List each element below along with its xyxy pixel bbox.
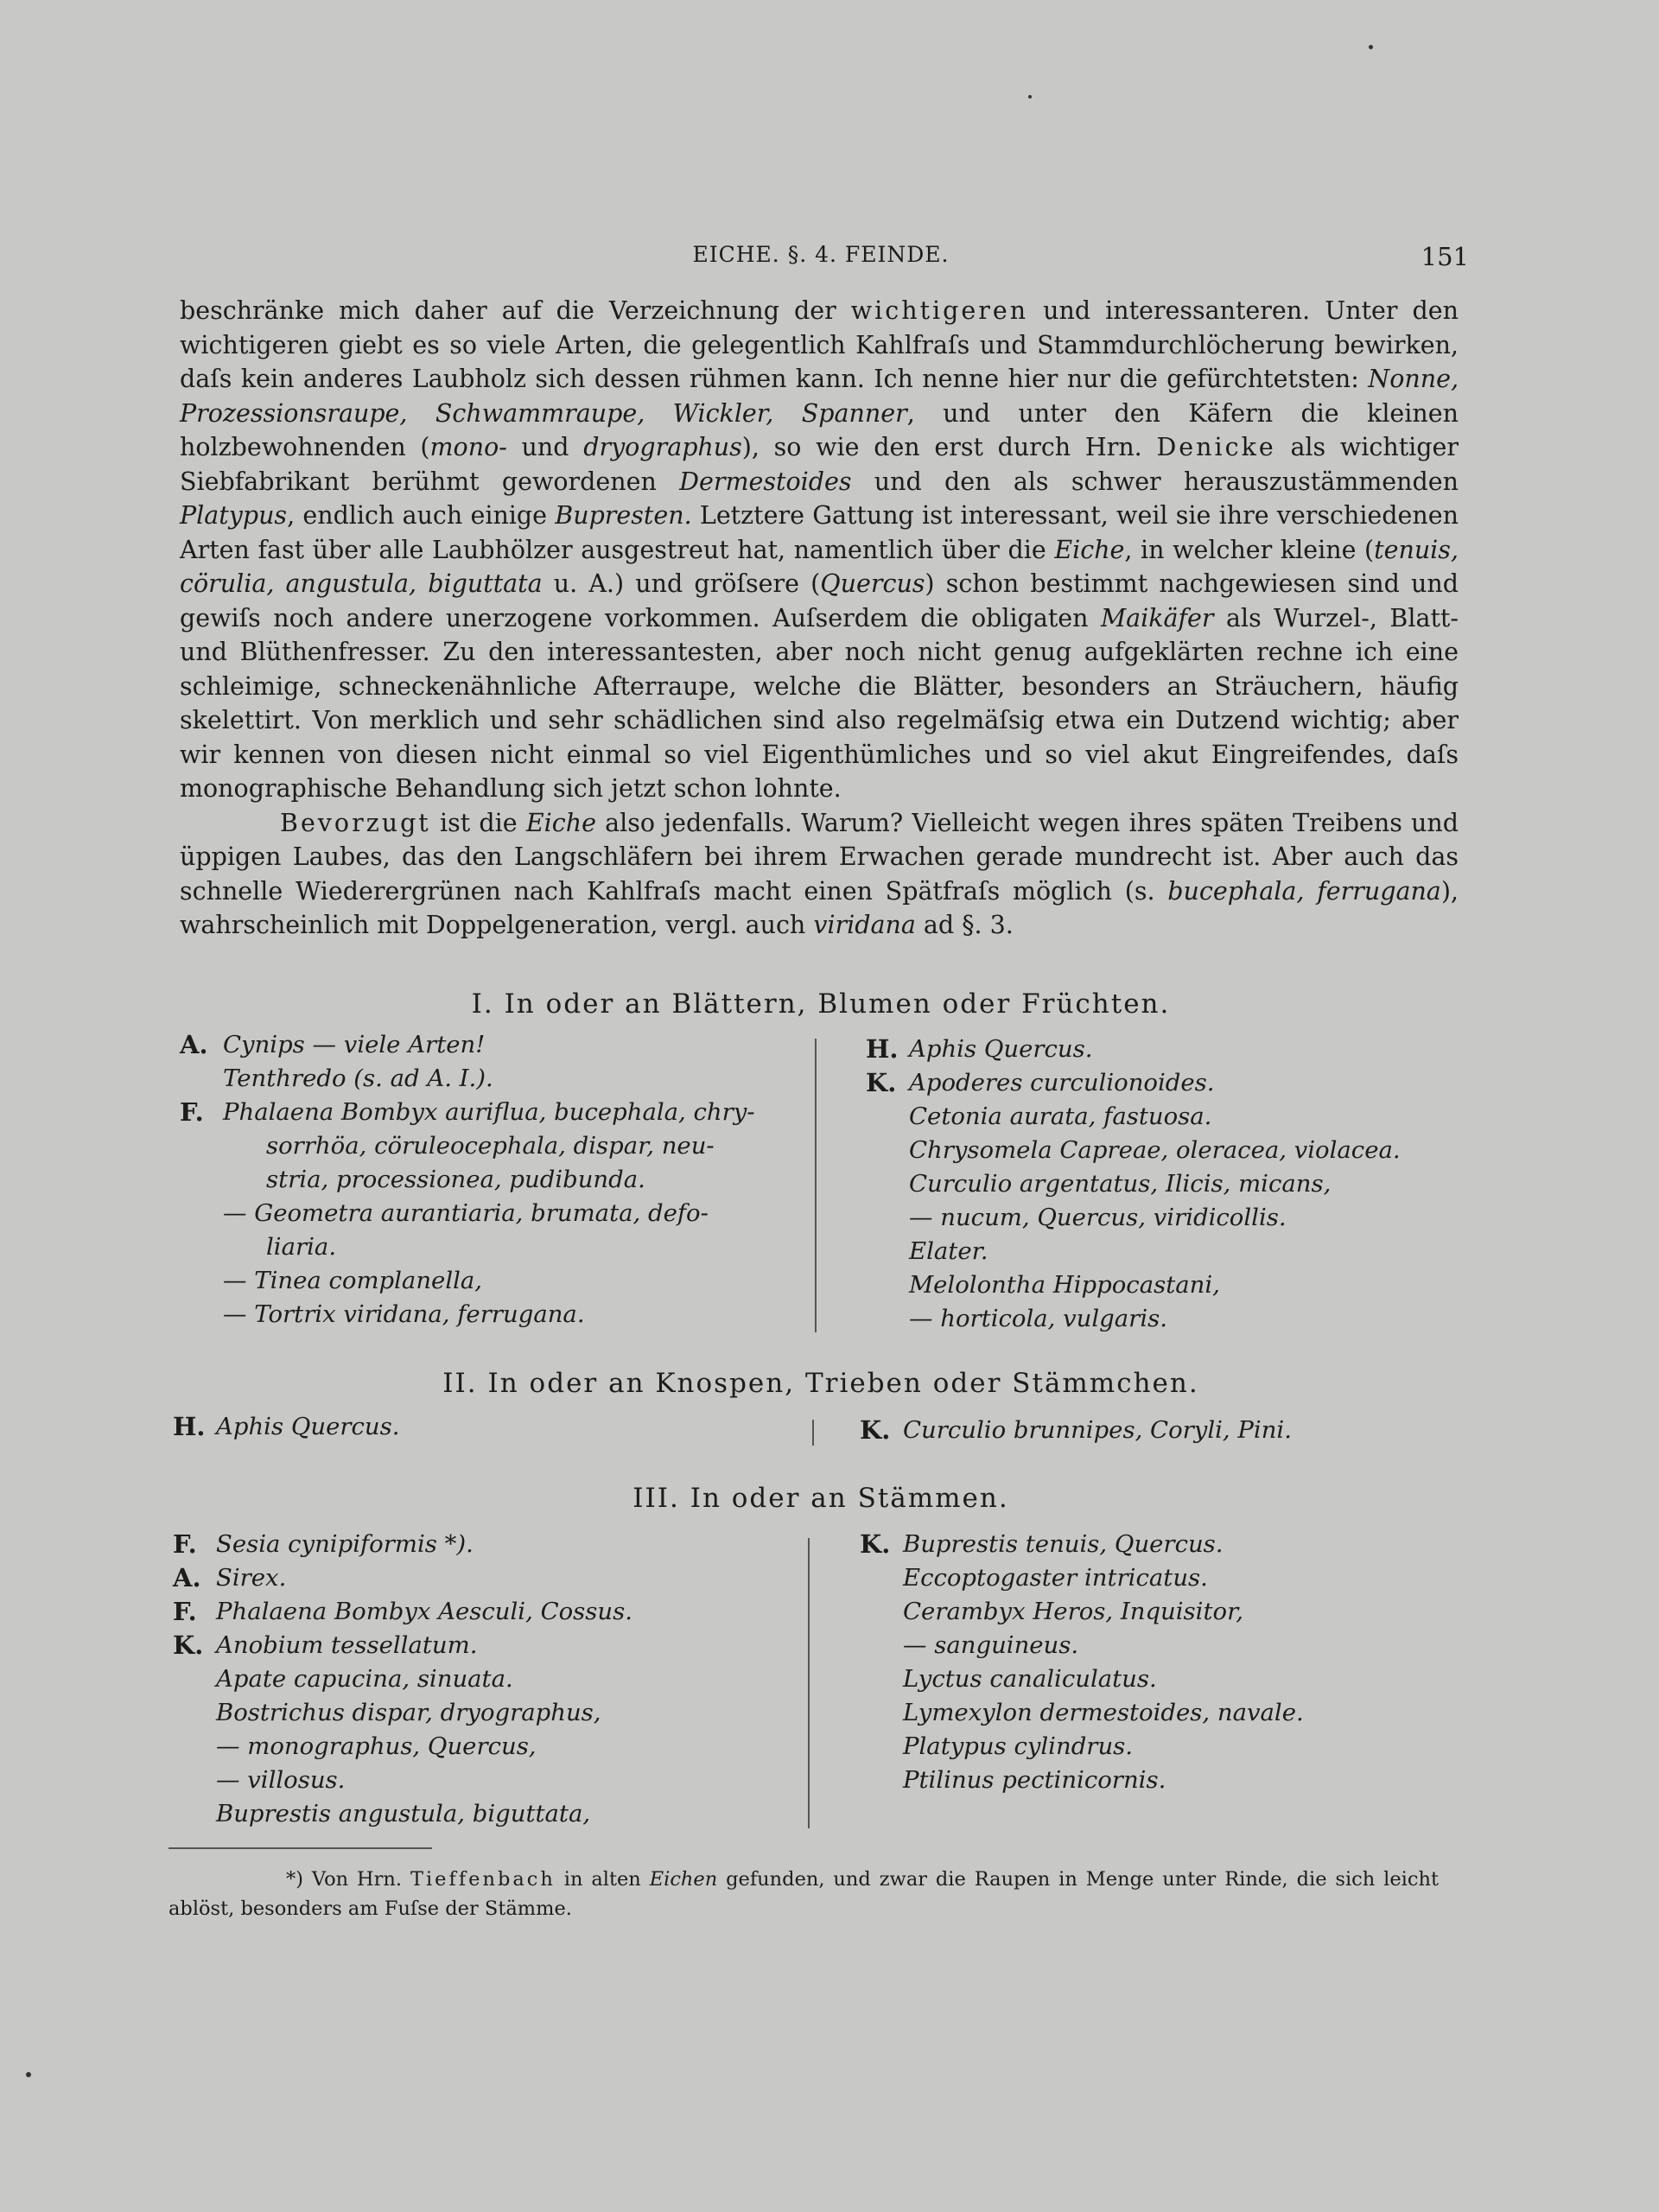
person-name: Tieffenbach — [410, 1868, 556, 1891]
column-divider — [812, 1420, 814, 1446]
text-run: , und unter den Käfern die kleinen holzbewohnenden ( — [180, 398, 1459, 461]
species-entry: Cerambyx Heros, Inquisitor, — [903, 1598, 1243, 1625]
species-entry: Sirex. — [216, 1564, 287, 1592]
text-run: und — [506, 433, 584, 461]
emphasis-text: Bevorzugt — [280, 808, 431, 837]
order-letter: K. — [866, 1068, 897, 1097]
species-entry: Lyctus canaliculatus. — [903, 1665, 1157, 1693]
species-name: Eiche — [525, 808, 596, 837]
species-name: Nonne, Prozessionsraupe, Schwammraupe, Wickler, Spanner — [180, 365, 1459, 428]
text-run: ist die — [430, 808, 526, 837]
species-name: Quercus — [820, 569, 925, 598]
species-entry: Melolontha Hippocastani, — [909, 1271, 1220, 1299]
species-entry: Bostrichus dispar, dryographus, — [216, 1699, 601, 1726]
page-number: 151 — [1421, 242, 1469, 271]
species-entry: Apoderes curculionoides. — [909, 1069, 1215, 1096]
section-heading-3: III. In oder an Stämmen. — [632, 1483, 1009, 1514]
paragraph-2 — [180, 806, 1459, 943]
species-entry: — horticola, vulgaris. — [909, 1305, 1167, 1332]
emphasis-text: wichtigeren — [850, 296, 1029, 325]
footnote-rule — [168, 1847, 432, 1849]
text-run: in alten — [555, 1868, 650, 1891]
text-run: als wichtiger Siebfabrikant berühmt gewordenen — [180, 433, 1459, 496]
species-entry: Buprestis angustula, biguttata, — [216, 1800, 591, 1827]
text-run: , endlich auch einige — [287, 501, 556, 530]
species-entry: — villosus. — [216, 1766, 346, 1794]
text-run: u. A.) und gröſsere ( — [542, 569, 821, 598]
species-name: Eichen — [649, 1868, 718, 1891]
species-entry: Tenthredo (s. ad A. I.). — [223, 1065, 493, 1092]
column-divider — [815, 1039, 817, 1332]
order-letter: A. — [173, 1563, 201, 1592]
species-name: mono- — [429, 433, 507, 461]
species-name: dryographus — [583, 433, 742, 461]
paper-speck — [1369, 45, 1373, 49]
species-entry: Cetonia aurata, fastuosa. — [909, 1103, 1212, 1130]
text-run: gefunden, und zwar die Raupen in Menge unter Rinde, die sich leicht ablöst, besonders am Fuſse der Stämme. — [168, 1868, 1439, 1920]
text-run: , in welcher kleine ( — [1124, 535, 1375, 564]
species-entry: Elater. — [909, 1237, 988, 1265]
species-name: Eiche — [1054, 535, 1125, 564]
text-run: und den als schwer herauszustämmenden — [851, 467, 1459, 496]
species-entry: Lymexylon dermestoides, navale. — [903, 1699, 1304, 1726]
species-entry: stria, processionea, pudibunda. — [266, 1166, 645, 1193]
species-name: bucephala, ferrugana — [1167, 876, 1441, 906]
species-entry: — Tinea complanella, — [223, 1267, 483, 1294]
species-name: Dermestoides — [679, 467, 852, 496]
species-entry: — nucum, Quercus, viridicollis. — [909, 1204, 1287, 1231]
species-entry: Platypus cylindrus. — [903, 1732, 1134, 1760]
text-run: Letztere Gattung ist interessant, weil sie ihre verschiedenen Arten fast über alle Laubhölzer ausgestreut hat, namentlich über die — [180, 501, 1459, 564]
text-run: also jedenfalls. Warum? Vielleicht wegen ihres späten Treibens und üppigen Laubes, das den Langschläfern bei ihrem Erwachen gerade mundrecht ist. Aber auch das schnelle Wiederergrünen nach Kahlfraſs macht einen Spätfraſs möglich (s. — [180, 808, 1459, 906]
order-letter: F. — [173, 1597, 197, 1626]
order-letter: F. — [173, 1529, 197, 1559]
species-entry: Cynips — viele Arten! — [223, 1031, 486, 1058]
order-letter: K. — [860, 1529, 891, 1559]
species-entry: Eccoptogaster intricatus. — [903, 1564, 1208, 1592]
species-entry: Apate capucina, sinuata. — [216, 1665, 513, 1693]
species-entry: Buprestis tenuis, Quercus. — [903, 1530, 1224, 1558]
text-run: *) Von Hrn. — [286, 1868, 410, 1891]
species-entry: Sesia cynipiformis *). — [216, 1530, 474, 1558]
species-entry: Ptilinus pectinicornis. — [903, 1766, 1166, 1794]
text-run: ), wahrscheinlich mit Doppelgeneration, vergl. auch — [180, 876, 1459, 939]
species-name: Maikäfer — [1100, 603, 1214, 632]
species-name: Bupresten. — [555, 501, 692, 530]
species-entry: Curculio argentatus, Ilicis, micans, — [909, 1170, 1332, 1198]
species-entry: Aphis Quercus. — [909, 1035, 1093, 1063]
species-name: viridana — [813, 911, 916, 939]
order-letter: H. — [866, 1034, 899, 1064]
paragraph-1 — [180, 294, 1459, 806]
species-entry: Phalaena Bombyx Aesculi, Cossus. — [216, 1598, 632, 1625]
order-letter: K. — [173, 1630, 204, 1660]
text-run: ) schon bestimmt nachgewiesen sind und gewiſs noch andere unerzogene vorkommen. Auſserdem die obligaten — [180, 569, 1459, 632]
species-entry: — monographus, Quercus, — [216, 1732, 537, 1760]
species-entry: Curculio brunnipes, Coryli, Pini. — [903, 1416, 1292, 1444]
running-title: EICHE. §. 4. FEINDE. — [692, 242, 950, 267]
species-entry: — sanguineus. — [903, 1631, 1079, 1659]
column-divider — [808, 1538, 810, 1828]
order-letter: A. — [180, 1030, 208, 1059]
person-name: Denicke — [1156, 433, 1276, 461]
footnote — [168, 1865, 1439, 1923]
species-entry: — Tortrix viridana, ferrugana. — [223, 1300, 585, 1328]
species-entry: liaria. — [266, 1233, 337, 1261]
section-heading-2: II. In oder an Knospen, Trieben oder Stämmchen. — [442, 1368, 1199, 1399]
text-run: ), so wie den erst durch Hrn. — [741, 433, 1157, 461]
text-run: ad §. 3. — [915, 911, 1014, 939]
species-name: Platypus — [180, 501, 288, 530]
paper-speck — [26, 2072, 31, 2077]
species-entry: Anobium tessellatum. — [216, 1631, 478, 1659]
order-letter: F. — [180, 1097, 204, 1127]
text-run: beschränke mich daher auf die Verzeichnung der — [180, 296, 851, 325]
species-entry: sorrhöa, cöruleocephala, dispar, neu- — [266, 1132, 715, 1160]
species-name: tenuis, cörulia, angustula, biguttata — [180, 535, 1459, 598]
text-run: und interessanteren. Unter den wichtigeren giebt es so viele Arten, die gelegentlich Kahlfraſs und Stammdurchlöcherung bewirken, daſs kein anderes Laubholz sich dessen rühmen kann. Ich nenne hier nur die gefürchtetsten: — [180, 296, 1459, 393]
section-heading-1: I. In oder an Blättern, Blumen oder Früchten. — [471, 988, 1171, 1020]
species-entry: Aphis Quercus. — [216, 1413, 400, 1440]
species-entry: Chrysomela Capreae, oleracea, violacea. — [909, 1136, 1401, 1164]
text-run: als Wurzel-, Blatt- und Blüthenfresser. Zu den interessantesten, aber noch nicht genug aufgeklärten rechne ich eine schleimige, schneckenähnliche Afterraupe, welche die Blätter, besonders an Sträuchern, häufig skelettirt. Von merklich und sehr schädlichen sind also regelmäſsig etwa ein Dutzend wichtig; aber wir kennen von diesen nicht einmal so viel Eigenthümliches und so viel akut Eingreifendes, daſs monographische Behandlung sich jetzt schon lohnte. — [180, 603, 1459, 803]
species-entry: — Geometra aurantiaria, brumata, defo- — [223, 1199, 709, 1227]
running-header — [173, 242, 1469, 276]
order-letter: K. — [860, 1415, 891, 1445]
order-letter: H. — [173, 1412, 206, 1441]
paper-speck — [1028, 95, 1032, 99]
species-entry: Phalaena Bombyx auriflua, bucephala, chry- — [223, 1098, 755, 1126]
body-text — [180, 294, 1459, 943]
